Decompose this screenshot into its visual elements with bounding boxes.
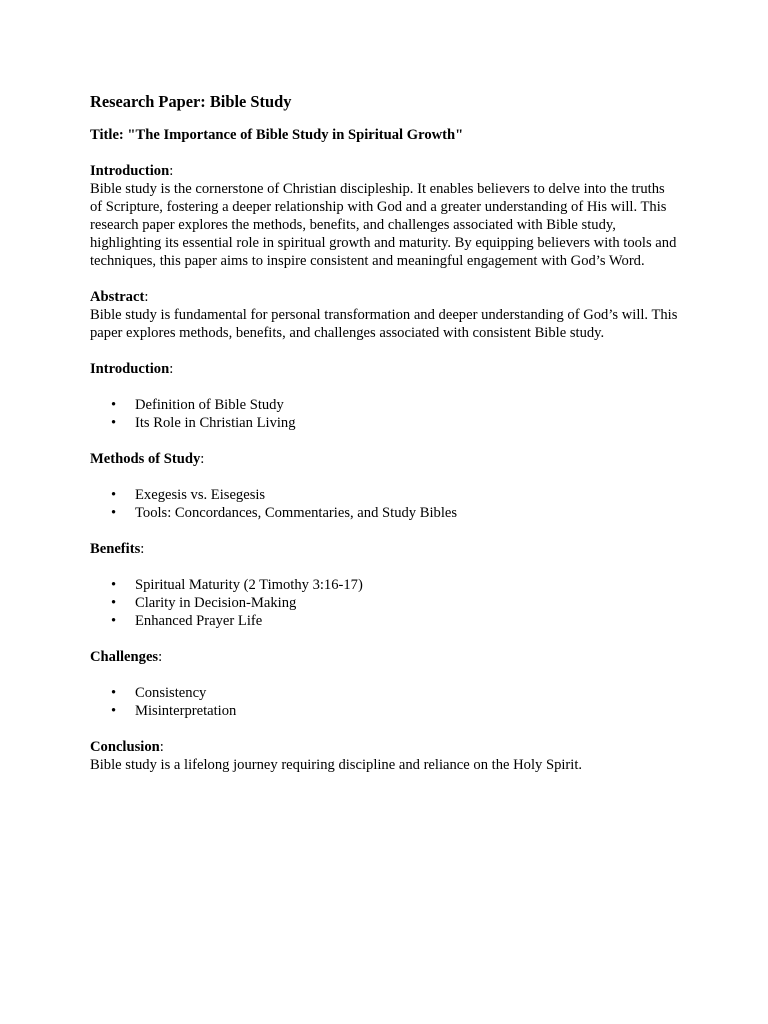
benefits-section <box>90 540 680 630</box>
list-item-text: Spiritual Maturity (2 Timothy 3:16-17) <box>135 577 363 593</box>
bullet-icon: • <box>111 487 117 503</box>
list-item-text: Clarity in Decision-Making <box>135 595 297 611</box>
list-item <box>90 594 680 612</box>
list-item <box>90 504 680 522</box>
benefits-list <box>90 576 680 630</box>
benefits-colon: : <box>140 541 145 557</box>
outline-introduction-list <box>90 396 680 432</box>
bullet-icon: • <box>111 595 117 611</box>
list-item <box>90 396 680 414</box>
methods-label: Methods of Study <box>90 451 201 467</box>
introduction-section <box>90 162 680 270</box>
challenges-colon: : <box>158 649 163 665</box>
challenges-heading <box>90 648 680 666</box>
list-item <box>90 576 680 594</box>
benefits-heading <box>90 540 680 558</box>
introduction-text: Bible study is the cornerstone of Christian discipleship. It enables believers to delve into the truths of Scripture, fostering a deeper relationship with God and a greater understanding of His will. This research paper explores the methods, benefits, and challenges associated with Bible study, highlighting its essential role in spiritual growth and maturity. By equipping believers with tools and techniques, this paper aims to inspire consistent and meaningful engagement with God’s Word. <box>90 181 677 269</box>
paper-title: Title: "The Importance of Bible Study in Spiritual Growth" <box>90 127 464 143</box>
outline-introduction-heading <box>90 360 680 378</box>
list-item-text: Its Role in Christian Living <box>135 415 296 431</box>
abstract-heading <box>90 288 680 306</box>
outline-introduction-label: Introduction <box>90 361 170 377</box>
methods-section <box>90 450 680 522</box>
document-heading: Research Paper: Bible Study <box>90 92 292 111</box>
list-item-text: Exegesis vs. Eisegesis <box>135 487 266 503</box>
conclusion-colon: : <box>159 739 164 755</box>
conclusion-text: Bible study is a lifelong journey requiring discipline and reliance on the Holy Spirit. <box>90 757 583 773</box>
bullet-icon: • <box>111 415 117 431</box>
bullet-icon: • <box>111 685 117 701</box>
list-item <box>90 702 680 720</box>
bullet-icon: • <box>111 613 117 629</box>
bullet-icon: • <box>111 577 117 593</box>
challenges-section <box>90 648 680 720</box>
list-item-text: Consistency <box>135 685 207 701</box>
benefits-label: Benefits <box>90 541 141 557</box>
conclusion-label: Conclusion <box>90 739 160 755</box>
introduction-colon: : <box>169 163 174 179</box>
abstract-label: Abstract <box>90 289 145 305</box>
bullet-icon: • <box>111 703 117 719</box>
list-item <box>90 414 680 432</box>
outline-introduction-section <box>90 360 680 432</box>
list-item-text: Tools: Concordances, Commentaries, and Study Bibles <box>135 505 458 521</box>
conclusion-section <box>90 738 680 774</box>
list-item-text: Definition of Bible Study <box>135 397 284 413</box>
outline-introduction-colon: : <box>169 361 174 377</box>
introduction-heading <box>90 162 680 180</box>
methods-colon: : <box>200 451 205 467</box>
abstract-section <box>90 288 680 342</box>
methods-list <box>90 486 680 522</box>
methods-heading <box>90 450 680 468</box>
introduction-label: Introduction <box>90 163 170 179</box>
list-item-text: Enhanced Prayer Life <box>135 613 263 629</box>
document-page <box>90 91 680 792</box>
conclusion-heading <box>90 738 680 756</box>
challenges-list <box>90 684 680 720</box>
bullet-icon: • <box>111 505 117 521</box>
list-item <box>90 612 680 630</box>
list-item <box>90 684 680 702</box>
abstract-colon: : <box>144 289 149 305</box>
list-item <box>90 486 680 504</box>
list-item-text: Misinterpretation <box>135 703 237 719</box>
challenges-label: Challenges <box>90 649 159 665</box>
bullet-icon: • <box>111 397 117 413</box>
abstract-text: Bible study is fundamental for personal transformation and deeper understanding of God’s will. This paper explores methods, benefits, and challenges associated with consistent Bible study. <box>90 307 678 341</box>
